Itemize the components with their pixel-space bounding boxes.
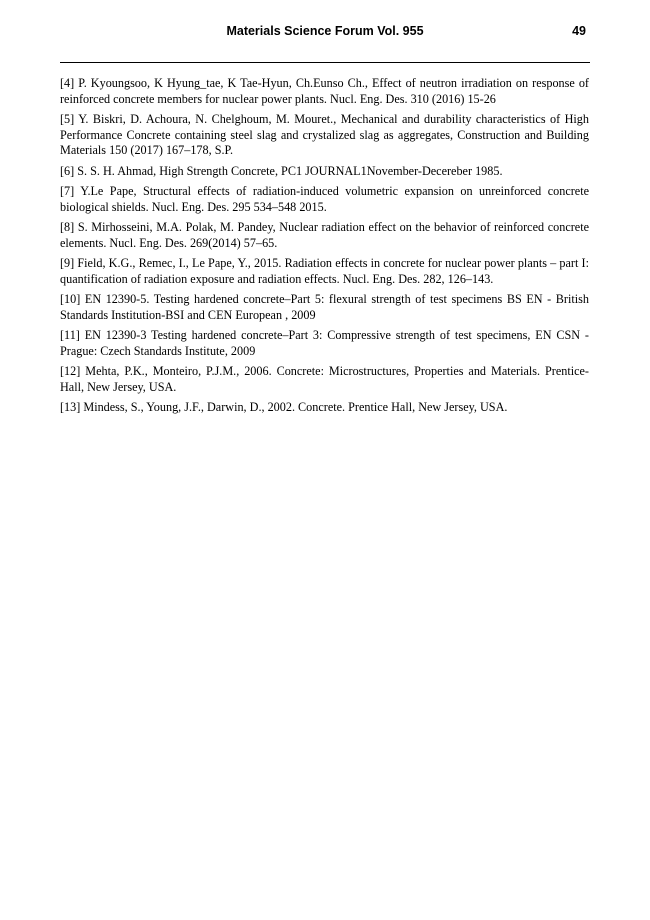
reference-item-8: [8] S. Mirhosseini, M.A. Polak, M. Pandey, Nuclear radiation effect on the behavior of reinforced concrete elements. Nucl. Eng. Des. 269(2014) 57–65. — [60, 220, 589, 250]
reference-item-5: [5] Y. Biskri, D. Achoura, N. Chelghoum, M. Mouret., Mechanical and durability characteristics of High Performance Concrete containing steel slag and crystalized slag as aggregates, Construction and Building Materials 150 (2017) 167–178, S.P. — [60, 112, 589, 157]
journal-title: Materials Science Forum Vol. 955 — [226, 24, 424, 38]
reference-item-9: [9] Field, K.G., Remec, I., Le Pape, Y., 2015. Radiation effects in concrete for nuclear power plants – part I: quantification of radiation exposure and radiation effects. Nucl. Eng. Des. 282, 126–143. — [60, 256, 589, 286]
reference-item-4: [4] P. Kyoungsoo, K Hyung_tae, K Tae-Hyun, Ch.Eunso Ch., Effect of neutron irradiation on response of reinforced concrete members for nuclear power plants. Nucl. Eng. Des. 310 (2016) 15-26 — [60, 76, 589, 106]
reference-item-6: [6] S. S. H. Ahmad, High Strength Concrete, PC1 JOURNAL1November-Decereber 1985. — [60, 163, 503, 178]
running-header — [60, 22, 590, 42]
reference-item-10: [10] EN 12390-5. Testing hardened concrete–Part 5: flexural strength of test specimens BS EN - British Standards Institution-BSI and CEN European , 2009 — [60, 292, 589, 322]
reference-item-13: [13] Mindess, S., Young, J.F., Darwin, D., 2002. Concrete. Prentice Hall, New Jersey, USA. — [60, 400, 508, 414]
reference-item-11: [11] EN 12390-3 Testing hardened concrete–Part 3: Compressive strength of test specimens, EN CSN - Prague: Czech Standards Institute, 2009 — [60, 328, 589, 358]
reference-item-7: [7] Y.Le Pape, Structural effects of radiation-induced volumetric expansion on unreinforced concrete biological shields. Nucl. Eng. Des. 295 534–548 2015. — [60, 184, 589, 214]
page-number: 49 — [572, 24, 586, 38]
reference-list — [60, 76, 589, 421]
header-divider — [60, 62, 590, 63]
reference-item-12: [12] Mehta, P.K., Monteiro, P.J.M., 2006. Concrete: Microstructures, Properties and Materials. Prentice-Hall, New Jersey, USA. — [60, 364, 589, 394]
